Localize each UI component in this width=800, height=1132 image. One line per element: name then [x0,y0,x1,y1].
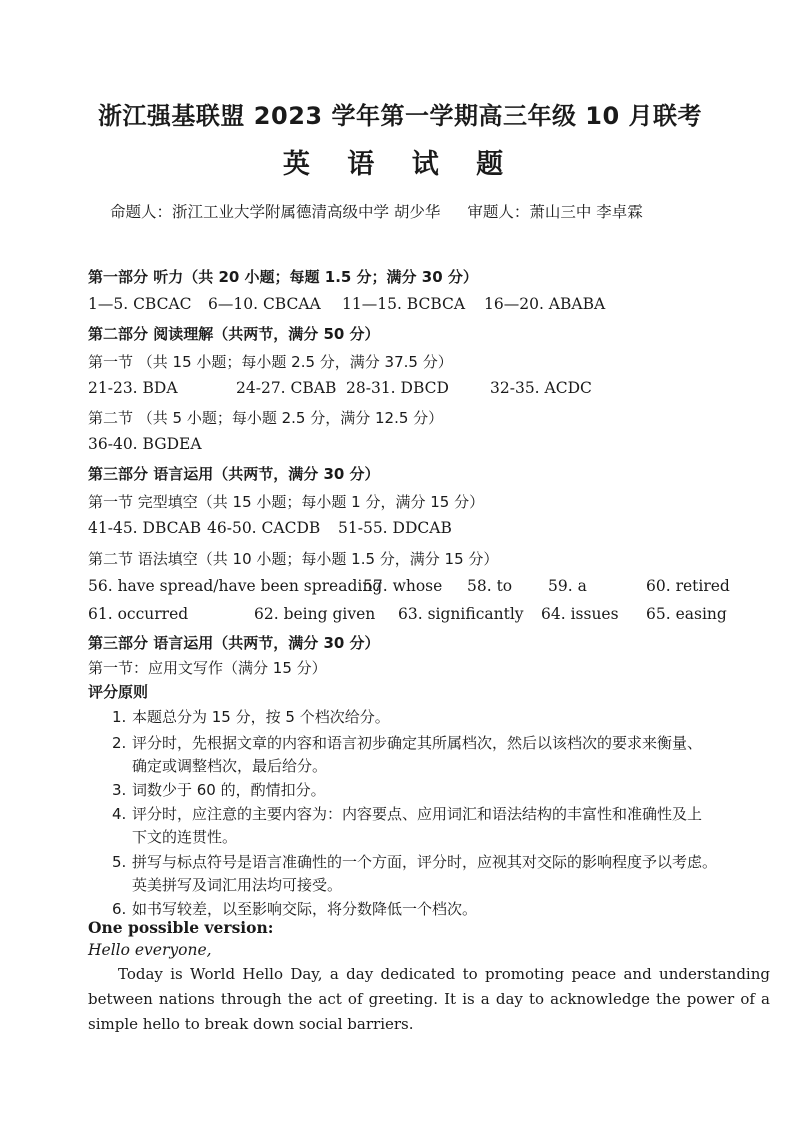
answer-group: 16—20. ABABA [484,295,606,313]
part4-section1: 第一节：应用文写作（满分 15 分） [88,659,327,677]
answer-group: 24-27. CBAB [236,379,337,397]
part3-section1: 第一节 完型填空（共 15 小题；每小题 1 分，满分 15 分） [88,493,485,511]
grammar-answer: 57. whose [363,577,443,595]
rule-text: 评分时，先根据文章的内容和语言初步确定其所属档次，然后以该档次的要求来衡量、 [132,734,703,752]
grammar-answer: 61. occurred [88,605,189,623]
grammar-answer: 64. issues [541,605,619,623]
rule-number: 2. [112,734,127,752]
rule-text-continued: 英美拼写及词汇用法均可接受。 [132,876,343,894]
grammar-answer: 56. have spread/have been spreading [88,577,383,595]
answer-group: 21-23. BDA [88,379,178,397]
rule-item [112,803,702,824]
reviewer-name: 审题人：萧山三中 李卓霖 [467,203,643,221]
answer-group: 6—10. CBCAA [208,295,321,313]
grammar-answer: 59. a [548,577,587,595]
letter-greeting: Hello everyone, [88,941,212,959]
grammar-answer: 58. to [467,577,513,595]
part4-heading: 第三部分 语言运用（共两节，满分 30 分） [88,634,380,652]
grammar-answer: 62. being given [254,605,376,623]
rule-number: 4. [112,805,127,823]
rule-number: 5. [112,853,127,871]
rule-number: 6. [112,900,127,918]
authors-line [110,200,643,222]
answer-group: 1—5. CBCAC [88,295,192,313]
rule-item [112,706,390,727]
exam-subtitle: 英 语 试 题 [282,149,518,180]
part1-heading: 第一部分 听力（共 20 小题；每题 1.5 分；满分 30 分） [88,268,478,286]
answer-group: 46-50. CACDB [207,519,321,537]
rule-text-continued: 确定或调整档次，最后给分。 [132,757,328,775]
author-name: 命题人：浙江工业大学附属德清高级中学 胡少华 [110,203,441,221]
criteria-heading: 评分原则 [88,683,149,701]
grammar-answer: 63. significantly [398,605,524,623]
rule-text: 本题总分为 15 分，按 5 个档次给分。 [132,708,390,726]
rule-text: 评分时，应注意的主要内容为：内容要点、应用词汇和语法结构的丰富性和准确性及上 [132,805,703,823]
answer-group: 36-40. BGDEA [88,435,202,453]
part3-section2: 第二节 语法填空（共 10 小题；每小题 1.5 分，满分 15 分） [88,550,499,568]
rule-item [112,779,326,800]
rule-number: 1. [112,708,127,726]
part2-heading: 第二部分 阅读理解（共两节，满分 50 分） [88,325,380,343]
rule-item [112,851,717,872]
answer-group: 11—15. BCBCA [342,295,466,313]
rule-text: 如书写较差，以至影响交际，将分数降低一个档次。 [132,900,478,918]
part3-heading: 第三部分 语言运用（共两节，满分 30 分） [88,465,380,483]
rule-number: 3. [112,781,127,799]
rule-text: 词数少于 60 的，酌情扣分。 [132,781,326,799]
answer-group: 51-55. DDCAB [338,519,452,537]
rule-item [112,898,477,919]
part2-section1: 第一节 （共 15 小题；每小题 2.5 分，满分 37.5 分） [88,353,453,371]
answer-group: 41-45. DBCAB [88,519,202,537]
grammar-answer: 65. easing [646,605,727,623]
letter-paragraph: Today is World Hello Day, a day dedicated to promoting peace and understanding between nations through the act of greeting. It is a day to acknowledge the power of a simple hello to break down social barriers. [88,965,770,1033]
rule-text: 拼写与标点符号是语言准确性的一个方面，评分时，应视其对交际的影响程度予以考虑。 [132,853,718,871]
part2-section2: 第二节 （共 5 小题；每小题 2.5 分，满分 12.5 分） [88,409,444,427]
version-label: One possible version: [88,918,274,937]
rule-item [112,732,702,753]
answer-group: 28-31. DBCD [346,379,449,397]
grammar-answer: 60. retired [646,577,730,595]
exam-title: 浙江强基联盟 2023 学年第一学期高三年级 10 月联考 [97,102,703,130]
rule-text-continued: 下文的连贯性。 [132,828,238,846]
answer-group: 32-35. ACDC [490,379,592,397]
